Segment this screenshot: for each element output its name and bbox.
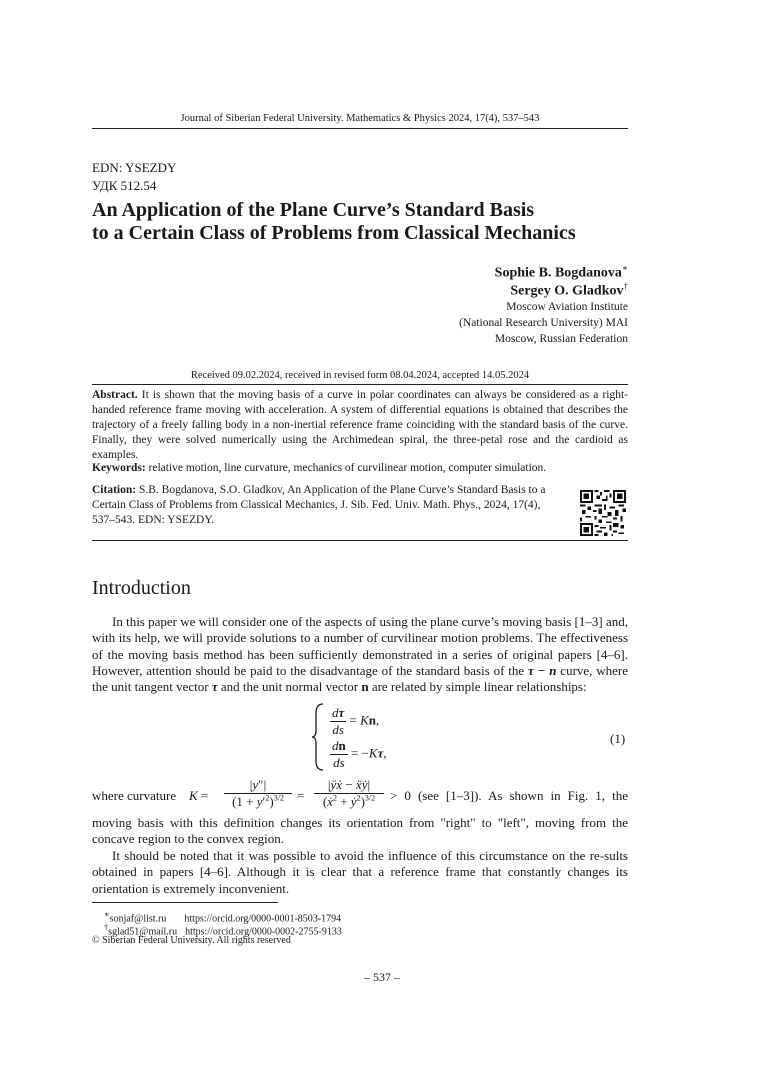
received-dates: Received 09.02.2024, received in revised form 08.04.2024, accepted 14.05.2024	[190, 370, 530, 381]
abstract	[92, 388, 628, 463]
citation-label: Citation:	[92, 484, 137, 496]
title-line-2: to a Certain Class of Problems from Classical Mechanics	[92, 222, 576, 244]
affiliation	[459, 299, 628, 347]
affiliation-line-1: Moscow Aviation Institute	[506, 301, 628, 313]
qr-code	[580, 490, 626, 536]
author-2-mark: †	[623, 281, 628, 291]
keywords	[92, 461, 628, 476]
footnote-1-email: sonjaf@list.ru	[109, 913, 167, 925]
paper-title	[92, 199, 652, 245]
curvature-fraction-1: $\frac{|y''|}{(1 + y'^2)^{3/2}}$	[224, 777, 292, 810]
affiliation-line-2: (National Research University) MAI	[459, 317, 628, 329]
footnote-1-orcid: https://orcid.org/0000-0001-8503-1794	[184, 913, 342, 925]
keywords-label: Keywords:	[92, 462, 146, 474]
title-line-1: An Application of the Plane Curve’s Standard Basis	[92, 199, 535, 221]
p1-text-c: and the unit normal vector	[220, 679, 359, 695]
footnote-1-mark: ∗	[104, 910, 110, 919]
p1-text-d: are related by simple linear relationships:	[371, 679, 587, 695]
author-1	[495, 263, 628, 282]
abstract-top-rule	[92, 384, 628, 385]
citation	[92, 483, 562, 528]
curvature-symbol: K =	[189, 788, 209, 803]
equation-1-line-2: $\frac{dn}{ds}$ = −Kτ,	[332, 738, 387, 770]
abstract-bottom-rule	[92, 540, 628, 541]
udk-code: УДК 512.54	[92, 178, 157, 193]
footnote-rule	[92, 902, 278, 903]
equation-number: (1)	[610, 731, 626, 746]
p1-text-a: In this paper we will consider one of the aspects of using the plane curve’s moving basis [1–3] and, with its help, we will provide solutions to a number of curvilinear motion problems. The effectiveness of the moving basis method has been sufficiently demonstrated in a series of original papers [4–6]. However, attention should be paid to the disadvantage of the standard basis of the	[92, 614, 628, 678]
footnote-2-mark: †	[104, 923, 109, 932]
running-head: Journal of Siberian Federal University. Mathematics & Physics 2024, 17(4), 537–543	[180, 113, 540, 124]
page-number: – 537 –	[364, 970, 400, 984]
footnote-2-orcid: https://orcid.org/0000-0002-2755-9133	[185, 926, 342, 938]
curvature-equals: =	[297, 788, 305, 803]
p1-n: n	[361, 679, 369, 695]
equation-brace	[311, 703, 325, 771]
affiliation-line-3: Moscow, Russian Federation	[494, 333, 628, 345]
author-2	[510, 281, 628, 300]
paragraph-1	[92, 614, 628, 695]
copyright-line: © Siberian Federal University. All rights reserved	[92, 935, 291, 946]
abstract-label: Abstract.	[92, 389, 138, 401]
p1-text-b: curve, where the unit tangent vector	[92, 662, 628, 695]
abstract-text: It is shown that the moving basis of a curve in polar coordinates can always be considered as a right-handed reference frame moving with acceleration. A system of differential equations is obtained that describes the trajectory of a freely falling body in a non-inertial reference frame coinciding with the standard basis of the curve. Finally, they were solved numerically using the Archimedean spiral, the three-petal rose and the cardioid as examples.	[92, 389, 628, 461]
paragraph-3: It should be noted that it was possible to avoid the influence of this circumstance on the re-sults obtained in papers [4–6]. Although it is clear that a reference frame that constantly changes its orientation is extremely inconvenient.	[92, 848, 628, 896]
p2-prefix: where curvature	[92, 788, 177, 803]
curvature-fraction-2: $\frac{\text{|ÿẋ − ẍẏ|}}{(ẋ^2 + ẏ^2)^{3/2}}$	[314, 777, 384, 810]
equation-1-line-1: $\frac{d\tau}{ds}$ = Kn,	[332, 705, 380, 737]
p2-suffix: > 0 (see [1–3]). As shown in Fig. 1, the	[390, 788, 628, 803]
author-2-name: Sergey O. Gladkov	[510, 283, 624, 299]
section-heading: Introduction	[92, 577, 191, 599]
p1-tau-n: τ − n	[527, 662, 557, 678]
p1-tau: τ	[211, 679, 218, 695]
keywords-text: relative motion, line curvature, mechanics of curvilinear motion, computer simulation.	[148, 462, 547, 474]
header-rule	[92, 128, 628, 129]
citation-text: S.B. Bogdanova, S.O. Gladkov, An Application of the Plane Curve’s Standard Basis to a Certain Class of Problems from Classical Mechanics, J. Sib. Fed. Univ. Math. Phys., 2024, 17(4), 537–543. EDN: YSEZDY.	[92, 484, 546, 526]
edn-code: EDN: YSEZDY	[92, 160, 177, 175]
footnote-2-email: sglad51@mail.ru	[108, 926, 178, 938]
author-1-name: Sophie B. Bogdanova	[494, 265, 622, 281]
author-1-mark: ∗	[621, 263, 628, 273]
paragraph-2-rest: moving basis with this definition changes its orientation from "right" to "left", moving from the concave region to the convex region.	[92, 815, 628, 847]
